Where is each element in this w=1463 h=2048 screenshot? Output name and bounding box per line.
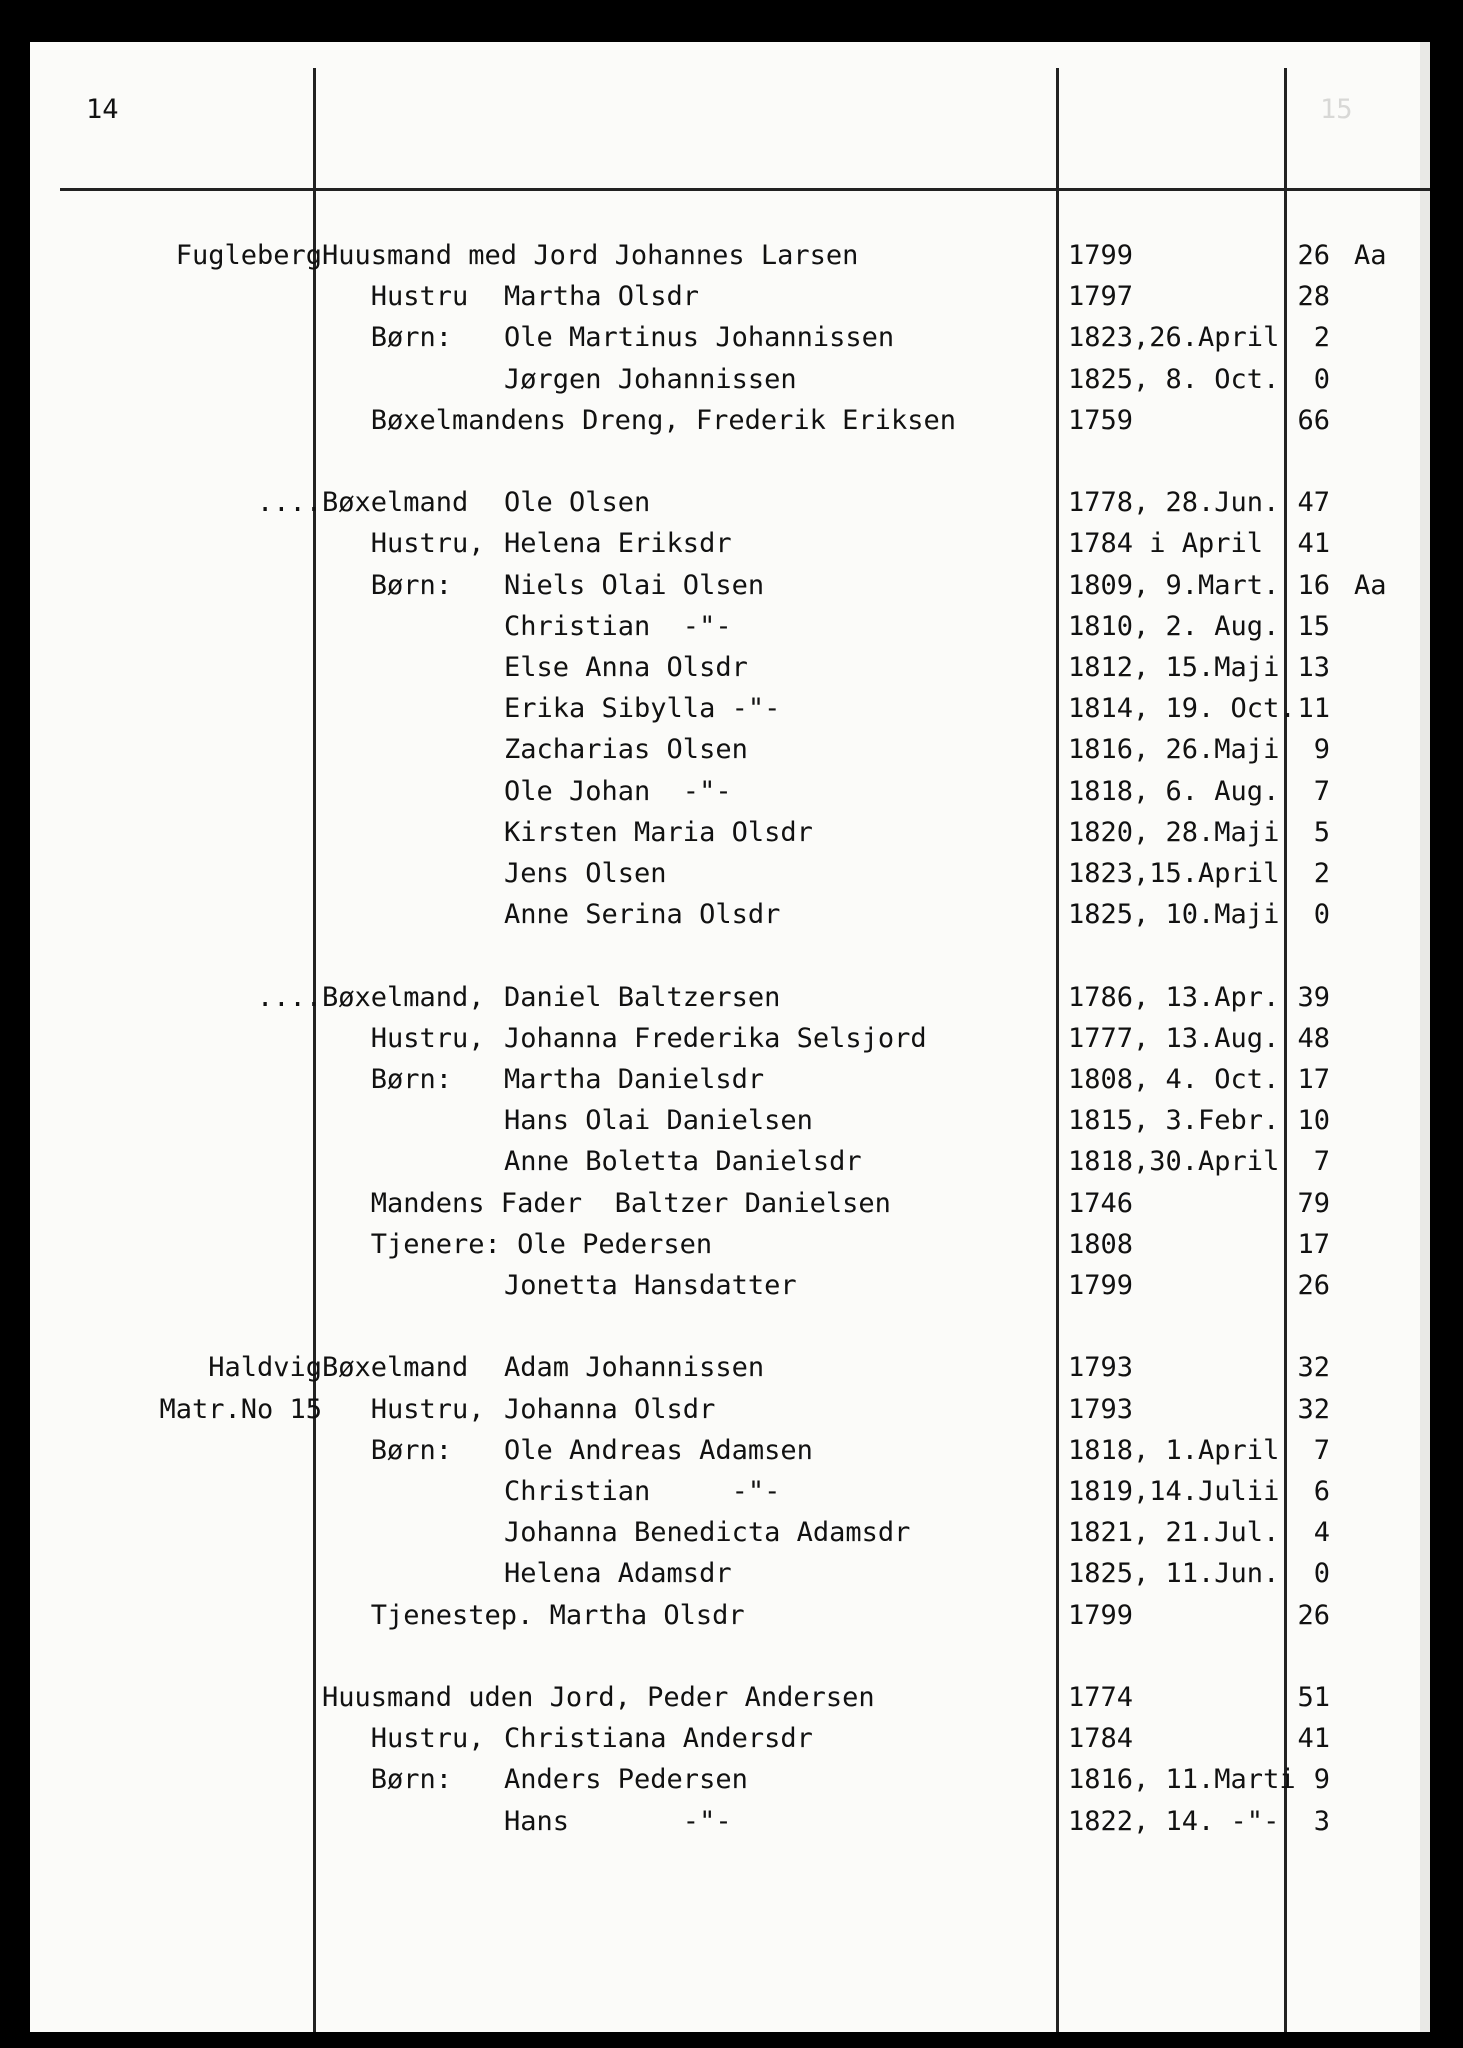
birth-cell: 1812, 15.Maji — [1068, 652, 1280, 683]
register-row — [30, 1268, 1430, 1304]
register-row — [30, 1556, 1430, 1592]
role-cell: Tjenere: Ole Pedersen — [322, 1228, 713, 1260]
age-cell: 10 — [1297, 1105, 1330, 1137]
name-cell: Zacharias Olsen — [504, 734, 748, 766]
age-cell: 39 — [1297, 981, 1330, 1013]
place-cell: .... — [256, 487, 322, 519]
age-cell: 15 — [1297, 610, 1330, 642]
place-cell: Fugleberg — [175, 240, 322, 271]
age-cell: 79 — [1297, 1187, 1330, 1219]
age-cell: 26 — [1297, 240, 1330, 271]
age-cell: 48 — [1297, 1022, 1330, 1054]
birth-cell: 1799 — [1068, 240, 1134, 271]
birth-cell: 1799 — [1068, 1270, 1134, 1301]
name-cell: Ole Johan -"- — [504, 775, 732, 807]
register-row — [30, 362, 1430, 398]
name-cell: Johanna Olsdr — [504, 1393, 716, 1425]
age-cell: 41 — [1297, 528, 1330, 560]
birth-cell: 1816, 26.Maji — [1068, 734, 1280, 766]
role-cell: Bøxelmand — [322, 487, 469, 519]
role-cell: Mandens Fader Baltzer Danielsen — [322, 1187, 891, 1219]
birth-cell: 1825, 10.Maji — [1068, 899, 1280, 931]
age-cell: 0 — [1313, 363, 1330, 395]
name-cell: Christian -"- — [504, 1476, 781, 1507]
name-cell: Hans Olai Danielsen — [504, 1105, 813, 1137]
place-cell: Haldvig — [208, 1352, 322, 1384]
role-cell: Bøxelmandens Dreng, Frederik Eriksen — [322, 404, 956, 436]
birth-cell: 1784 — [1068, 1723, 1134, 1755]
name-cell: Adam Johannissen — [504, 1352, 765, 1384]
birth-cell: 1759 — [1068, 404, 1134, 436]
age-cell: 32 — [1297, 1393, 1330, 1425]
place-cell: .... — [256, 981, 322, 1013]
page-number-left: 14 — [86, 94, 119, 125]
birth-cell: 1786, 13.Apr. — [1068, 981, 1280, 1013]
register-row — [30, 1309, 1430, 1345]
register-row — [30, 1515, 1430, 1551]
birth-cell: 1825, 8. Oct. — [1068, 363, 1280, 395]
age-cell: 7 — [1313, 775, 1330, 807]
register-row — [30, 1062, 1430, 1098]
name-cell: Ole Martinus Johannissen — [504, 322, 895, 354]
register-row — [30, 1103, 1430, 1139]
register-row — [30, 1186, 1430, 1222]
birth-cell: 1823,26.April — [1068, 322, 1280, 354]
register-row — [30, 1639, 1430, 1675]
register-row — [30, 1227, 1430, 1263]
name-cell: Anders Pedersen — [504, 1764, 748, 1796]
name-cell: Ole Olsen — [504, 487, 651, 519]
birth-cell: 1797 — [1068, 281, 1134, 313]
name-cell: Hans -"- — [504, 1805, 732, 1837]
name-cell: Erika Sibylla -"- — [504, 693, 781, 725]
age-cell: 3 — [1313, 1805, 1330, 1837]
register-row — [30, 320, 1430, 356]
register-row — [30, 1021, 1430, 1057]
register-row — [30, 444, 1430, 480]
birth-cell: 1818,30.April — [1068, 1146, 1280, 1178]
register-row — [30, 938, 1430, 974]
name-cell: Johanna Benedicta Adamsdr — [504, 1517, 911, 1549]
register-row — [30, 815, 1430, 851]
register-row — [30, 1762, 1430, 1798]
birth-cell: 1822, 14. -"- — [1068, 1805, 1280, 1837]
age-cell: 66 — [1297, 404, 1330, 436]
role-cell: Bøxelmand — [322, 1352, 469, 1384]
birth-cell: 1808 — [1068, 1228, 1134, 1260]
register-row — [30, 774, 1430, 810]
register-row — [30, 1721, 1430, 1757]
birth-cell: 1818, 6. Aug. — [1068, 775, 1280, 807]
header-rule — [60, 188, 1430, 191]
register-row — [30, 526, 1430, 562]
age-cell: 2 — [1313, 322, 1330, 354]
name-cell: Niels Olai Olsen — [504, 569, 765, 601]
name-cell: Anne Serina Olsdr — [504, 899, 781, 931]
name-cell: Helena Eriksdr — [504, 528, 732, 560]
birth-cell: 1777, 13.Aug. — [1068, 1022, 1280, 1054]
birth-cell: 1808, 4. Oct. — [1068, 1064, 1280, 1095]
role-cell: Hustru, — [322, 1393, 485, 1425]
register-row — [30, 1350, 1430, 1386]
name-cell: Johanna Frederika Selsjord — [504, 1022, 927, 1054]
name-cell: Else Anna Olsdr — [504, 652, 748, 683]
age-cell: 32 — [1297, 1352, 1330, 1384]
age-cell: 7 — [1313, 1434, 1330, 1466]
birth-cell: 1825, 11.Jun. — [1068, 1558, 1280, 1590]
role-cell: Bøxelmand, — [322, 981, 485, 1013]
birth-cell: 1823,15.April — [1068, 858, 1280, 889]
birth-cell: 1815, 3.Febr. — [1068, 1105, 1280, 1137]
register-row — [30, 1392, 1430, 1428]
register-row — [30, 1804, 1430, 1840]
register-row — [30, 485, 1430, 521]
birth-cell: 1793 — [1068, 1393, 1134, 1425]
age-cell: 13 — [1297, 652, 1330, 683]
name-cell: Jens Olsen — [504, 858, 667, 889]
birth-cell: 1820, 28.Maji — [1068, 816, 1280, 848]
register-row — [30, 238, 1430, 274]
role-cell: Børn: — [322, 1434, 453, 1466]
age-cell: 17 — [1297, 1064, 1330, 1095]
role-cell: Børn: — [322, 1064, 453, 1095]
register-row — [30, 980, 1430, 1016]
name-cell: Ole Andreas Adamsen — [504, 1434, 813, 1466]
role-cell: Huusmand uden Jord, Peder Andersen — [322, 1682, 875, 1713]
age-cell: 5 — [1313, 816, 1330, 848]
role-cell: Tjenestep. Martha Olsdr — [322, 1599, 745, 1631]
age-cell: 16 — [1297, 569, 1330, 601]
birth-cell: 1784 i April — [1068, 528, 1264, 560]
age-cell: 28 — [1297, 281, 1330, 313]
register-row — [30, 856, 1430, 892]
role-cell: Børn: — [322, 569, 453, 601]
register-row — [30, 897, 1430, 933]
birth-cell: 1774 — [1068, 1682, 1134, 1713]
page-number-right: 15 — [1320, 94, 1353, 125]
name-cell: Jørgen Johannissen — [504, 363, 797, 395]
age-cell: 41 — [1297, 1723, 1330, 1755]
name-cell: Martha Danielsdr — [504, 1064, 765, 1095]
register-row — [30, 1474, 1430, 1510]
age-cell: 4 — [1313, 1517, 1330, 1549]
register-page — [30, 42, 1430, 2032]
age-cell: 0 — [1313, 1558, 1330, 1590]
birth-cell: 1814, 19. Oct. — [1068, 693, 1296, 725]
register-row — [30, 691, 1430, 727]
role-cell: Børn: — [322, 1764, 453, 1796]
register-row — [30, 650, 1430, 686]
name-cell: Christian -"- — [504, 610, 732, 642]
birth-cell: 1810, 2. Aug. — [1068, 610, 1280, 642]
age-cell: 7 — [1313, 1146, 1330, 1178]
register-row — [30, 609, 1430, 645]
age-cell: 2 — [1313, 858, 1330, 889]
birth-cell: 1818, 1.April — [1068, 1434, 1280, 1466]
role-cell: Hustru, — [322, 528, 485, 560]
note-cell: Aa — [1354, 569, 1387, 601]
register-row — [30, 1144, 1430, 1180]
role-cell: Børn: — [322, 322, 453, 354]
birth-cell: 1799 — [1068, 1599, 1134, 1631]
register-row — [30, 1433, 1430, 1469]
register-row — [30, 568, 1430, 604]
register-row — [30, 732, 1430, 768]
register-row — [30, 1598, 1430, 1634]
name-cell: Helena Adamsdr — [504, 1558, 732, 1590]
birth-cell: 1793 — [1068, 1352, 1134, 1384]
age-cell: 11 — [1297, 693, 1330, 725]
role-cell: Hustru, — [322, 1022, 485, 1054]
age-cell: 9 — [1313, 1764, 1330, 1796]
birth-cell: 1816, 11.Marti — [1068, 1764, 1296, 1796]
register-row — [30, 279, 1430, 315]
age-cell: 47 — [1297, 487, 1330, 519]
age-cell: 6 — [1313, 1476, 1330, 1507]
age-cell: 9 — [1313, 734, 1330, 766]
role-cell: Hustru — [322, 281, 469, 313]
name-cell: Martha Olsdr — [504, 281, 700, 313]
name-cell: Kirsten Maria Olsdr — [504, 816, 813, 848]
name-cell: Anne Boletta Danielsdr — [504, 1146, 862, 1178]
name-cell: Christiana Andersdr — [504, 1723, 813, 1755]
name-cell: Daniel Baltzersen — [504, 981, 781, 1013]
age-cell: 26 — [1297, 1270, 1330, 1301]
birth-cell: 1819,14.Julii — [1068, 1476, 1280, 1507]
age-cell: 26 — [1297, 1599, 1330, 1631]
age-cell: 0 — [1313, 899, 1330, 931]
role-cell: Hustru, — [322, 1723, 485, 1755]
register-row — [30, 403, 1430, 439]
age-cell: 51 — [1297, 1682, 1330, 1713]
birth-cell: 1809, 9.Mart. — [1068, 569, 1280, 601]
note-cell: Aa — [1354, 240, 1387, 271]
register-row — [30, 1680, 1430, 1716]
birth-cell: 1746 — [1068, 1187, 1134, 1219]
age-cell: 17 — [1297, 1228, 1330, 1260]
name-cell: Jonetta Hansdatter — [504, 1270, 797, 1301]
place-cell: Matr.No 15 — [159, 1393, 322, 1425]
role-cell: Huusmand med Jord Johannes Larsen — [322, 240, 859, 271]
birth-cell: 1778, 28.Jun. — [1068, 487, 1280, 519]
birth-cell: 1821, 21.Jul. — [1068, 1517, 1280, 1549]
